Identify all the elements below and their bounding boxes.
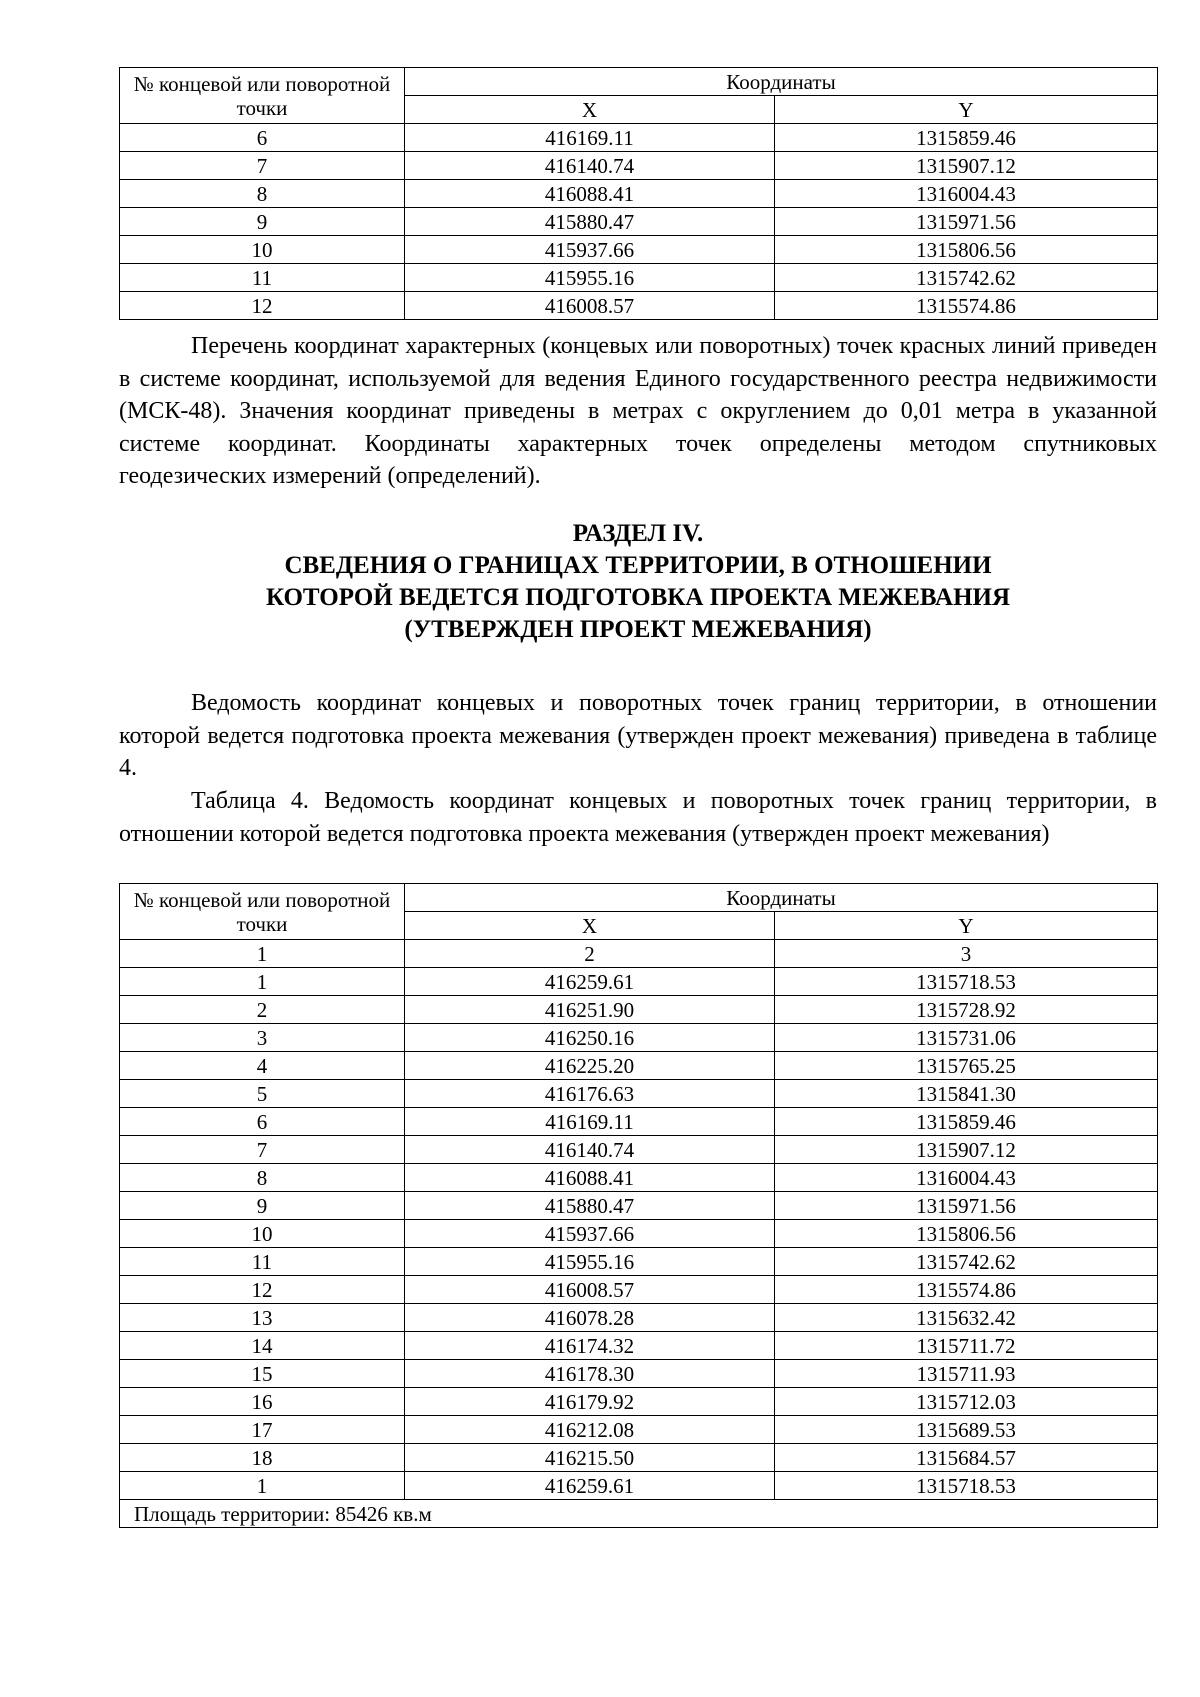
x-coordinate-cell: 416078.28 xyxy=(405,1304,775,1332)
x-coordinate-cell: 415880.47 xyxy=(405,1192,775,1220)
x-coordinate-cell: 415937.66 xyxy=(405,1220,775,1248)
y-coordinate-cell: 1315712.03 xyxy=(775,1388,1158,1416)
table-row xyxy=(120,180,1158,208)
paragraph-coordinate-system: Перечень координат характерных (концевых или поворотных) точек красных линий приведен в системе координат, используемой для ведения Единого государственного реестра недвижимости (МСК-48). Значения координат приведены в метрах с округлением до 0,01 метра в указанной системе координат. Координаты характерных точек определены методом спутниковых геодезических измерений (определений). xyxy=(119,333,1157,489)
column-number-3: 3 xyxy=(775,940,1158,968)
x-coordinate-cell: 416178.30 xyxy=(405,1360,775,1388)
header-coordinates: Координаты xyxy=(405,884,1158,912)
x-coordinate-cell: 416169.11 xyxy=(405,124,775,152)
point-number-cell: 6 xyxy=(120,1108,405,1136)
point-number-cell: 8 xyxy=(120,180,405,208)
y-coordinate-cell: 1315711.93 xyxy=(775,1360,1158,1388)
x-coordinate-cell: 416008.57 xyxy=(405,292,775,320)
point-number-cell: 6 xyxy=(120,124,405,152)
point-number-cell: 12 xyxy=(120,1276,405,1304)
y-coordinate-cell: 1315859.46 xyxy=(775,124,1158,152)
y-coordinate-cell: 1315742.62 xyxy=(775,264,1158,292)
point-number-cell: 11 xyxy=(120,264,405,292)
table-row xyxy=(120,1108,1158,1136)
territory-area: Площадь территории: 85426 кв.м xyxy=(120,1500,1158,1528)
table-row xyxy=(120,1416,1158,1444)
y-coordinate-cell: 1315765.25 xyxy=(775,1052,1158,1080)
table-row xyxy=(120,292,1158,320)
y-coordinate-cell: 1315574.86 xyxy=(775,292,1158,320)
table-row xyxy=(120,208,1158,236)
table-row xyxy=(120,236,1158,264)
y-coordinate-cell: 1315907.12 xyxy=(775,1136,1158,1164)
table-row xyxy=(120,1080,1158,1108)
y-coordinate-cell: 1315971.56 xyxy=(775,208,1158,236)
table-row xyxy=(120,1276,1158,1304)
y-coordinate-cell: 1315728.92 xyxy=(775,996,1158,1024)
table-row xyxy=(120,1360,1158,1388)
point-number-cell: 10 xyxy=(120,1220,405,1248)
section-title-line-4: (УТВЕРЖДЕН ПРОЕКТ МЕЖЕВАНИЯ) xyxy=(404,616,872,643)
point-number-cell: 3 xyxy=(120,1024,405,1052)
y-coordinate-cell: 1315684.57 xyxy=(775,1444,1158,1472)
point-number-cell: 18 xyxy=(120,1444,405,1472)
y-coordinate-cell: 1315907.12 xyxy=(775,152,1158,180)
table-row xyxy=(120,264,1158,292)
x-coordinate-cell: 416251.90 xyxy=(405,996,775,1024)
table-row xyxy=(120,1332,1158,1360)
y-coordinate-cell: 1315841.30 xyxy=(775,1080,1158,1108)
x-coordinate-cell: 416250.16 xyxy=(405,1024,775,1052)
x-coordinate-cell: 415955.16 xyxy=(405,1248,775,1276)
point-number-cell: 10 xyxy=(120,236,405,264)
section-title-line-3: КОТОРОЙ ВЕДЕТСЯ ПОДГОТОВКА ПРОЕКТА МЕЖЕВАНИЯ xyxy=(265,584,1011,611)
section-title-line-2: СВЕДЕНИЯ О ГРАНИЦАХ ТЕРРИТОРИИ, В ОТНОШЕНИИ xyxy=(284,552,992,579)
table-row xyxy=(120,1136,1158,1164)
point-number-cell: 8 xyxy=(120,1164,405,1192)
point-number-cell: 2 xyxy=(120,996,405,1024)
header-x: X xyxy=(405,912,775,940)
point-number-cell: 1 xyxy=(120,1472,405,1500)
y-coordinate-cell: 1315632.42 xyxy=(775,1304,1158,1332)
table-row xyxy=(120,1388,1158,1416)
section-title-line-1: РАЗДЕЛ IV. xyxy=(572,520,704,547)
table-row xyxy=(120,1220,1158,1248)
point-number-cell: 7 xyxy=(120,152,405,180)
point-number-cell: 17 xyxy=(120,1416,405,1444)
x-coordinate-cell: 416259.61 xyxy=(405,968,775,996)
y-coordinate-cell: 1315711.72 xyxy=(775,1332,1158,1360)
table-body xyxy=(120,124,1158,320)
header-y: Y xyxy=(775,912,1158,940)
paragraph-statement-intro: Ведомость координат концевых и поворотных точек границ территории, в отношении которой ведется подготовка проекта межевания (утвержден проект межевания) приведена в таблице 4. xyxy=(119,690,1157,781)
x-coordinate-cell: 415955.16 xyxy=(405,264,775,292)
table-4-caption: Таблица 4. Ведомость координат концевых и поворотных точек границ территории, в отношении которой ведется подготовка проекта межевания (утвержден проект межевания) xyxy=(119,788,1157,847)
y-coordinate-cell: 1315731.06 xyxy=(775,1024,1158,1052)
table-row xyxy=(120,1248,1158,1276)
x-coordinate-cell: 416169.11 xyxy=(405,1108,775,1136)
header-point: № концевой или поворотной точки xyxy=(120,884,405,940)
column-number-2: 2 xyxy=(405,940,775,968)
point-number-cell: 7 xyxy=(120,1136,405,1164)
x-coordinate-cell: 415937.66 xyxy=(405,236,775,264)
point-number-cell: 12 xyxy=(120,292,405,320)
y-coordinate-cell: 1315971.56 xyxy=(775,1192,1158,1220)
y-coordinate-cell: 1315574.86 xyxy=(775,1276,1158,1304)
y-coordinate-cell: 1316004.43 xyxy=(775,180,1158,208)
point-number-cell: 4 xyxy=(120,1052,405,1080)
table-row xyxy=(120,1192,1158,1220)
column-number-1: 1 xyxy=(120,940,405,968)
table-row xyxy=(120,996,1158,1024)
y-coordinate-cell: 1315689.53 xyxy=(775,1416,1158,1444)
x-coordinate-cell: 416140.74 xyxy=(405,152,775,180)
point-number-cell: 14 xyxy=(120,1332,405,1360)
y-coordinate-cell: 1315806.56 xyxy=(775,236,1158,264)
table-row xyxy=(120,124,1158,152)
coordinates-table-continued xyxy=(119,67,1158,320)
x-coordinate-cell: 416008.57 xyxy=(405,1276,775,1304)
point-number-cell: 16 xyxy=(120,1388,405,1416)
x-coordinate-cell: 416215.50 xyxy=(405,1444,775,1472)
y-coordinate-cell: 1315718.53 xyxy=(775,968,1158,996)
point-number-cell: 5 xyxy=(120,1080,405,1108)
header-coordinates: Координаты xyxy=(405,68,1158,96)
point-number-cell: 13 xyxy=(120,1304,405,1332)
x-coordinate-cell: 416176.63 xyxy=(405,1080,775,1108)
x-coordinate-cell: 416225.20 xyxy=(405,1052,775,1080)
y-coordinate-cell: 1315806.56 xyxy=(775,1220,1158,1248)
point-number-cell: 9 xyxy=(120,208,405,236)
x-coordinate-cell: 416088.41 xyxy=(405,180,775,208)
point-number-cell: 11 xyxy=(120,1248,405,1276)
x-coordinate-cell: 415880.47 xyxy=(405,208,775,236)
header-x: X xyxy=(405,96,775,124)
x-coordinate-cell: 416259.61 xyxy=(405,1472,775,1500)
table-row xyxy=(120,968,1158,996)
table-row xyxy=(120,1472,1158,1500)
point-number-cell: 15 xyxy=(120,1360,405,1388)
header-point: № концевой или поворотной точки xyxy=(120,68,405,124)
header-y: Y xyxy=(775,96,1158,124)
y-coordinate-cell: 1315859.46 xyxy=(775,1108,1158,1136)
table-row xyxy=(120,1024,1158,1052)
x-coordinate-cell: 416179.92 xyxy=(405,1388,775,1416)
y-coordinate-cell: 1315742.62 xyxy=(775,1248,1158,1276)
table-body xyxy=(120,968,1158,1500)
table-row xyxy=(120,1052,1158,1080)
x-coordinate-cell: 416088.41 xyxy=(405,1164,775,1192)
y-coordinate-cell: 1315718.53 xyxy=(775,1472,1158,1500)
point-number-cell: 1 xyxy=(120,968,405,996)
x-coordinate-cell: 416212.08 xyxy=(405,1416,775,1444)
table-row xyxy=(120,1164,1158,1192)
x-coordinate-cell: 416174.32 xyxy=(405,1332,775,1360)
x-coordinate-cell: 416140.74 xyxy=(405,1136,775,1164)
point-number-cell: 9 xyxy=(120,1192,405,1220)
table-row xyxy=(120,152,1158,180)
table-row xyxy=(120,1304,1158,1332)
table-row xyxy=(120,1444,1158,1472)
table-4 xyxy=(119,883,1158,1528)
y-coordinate-cell: 1316004.43 xyxy=(775,1164,1158,1192)
